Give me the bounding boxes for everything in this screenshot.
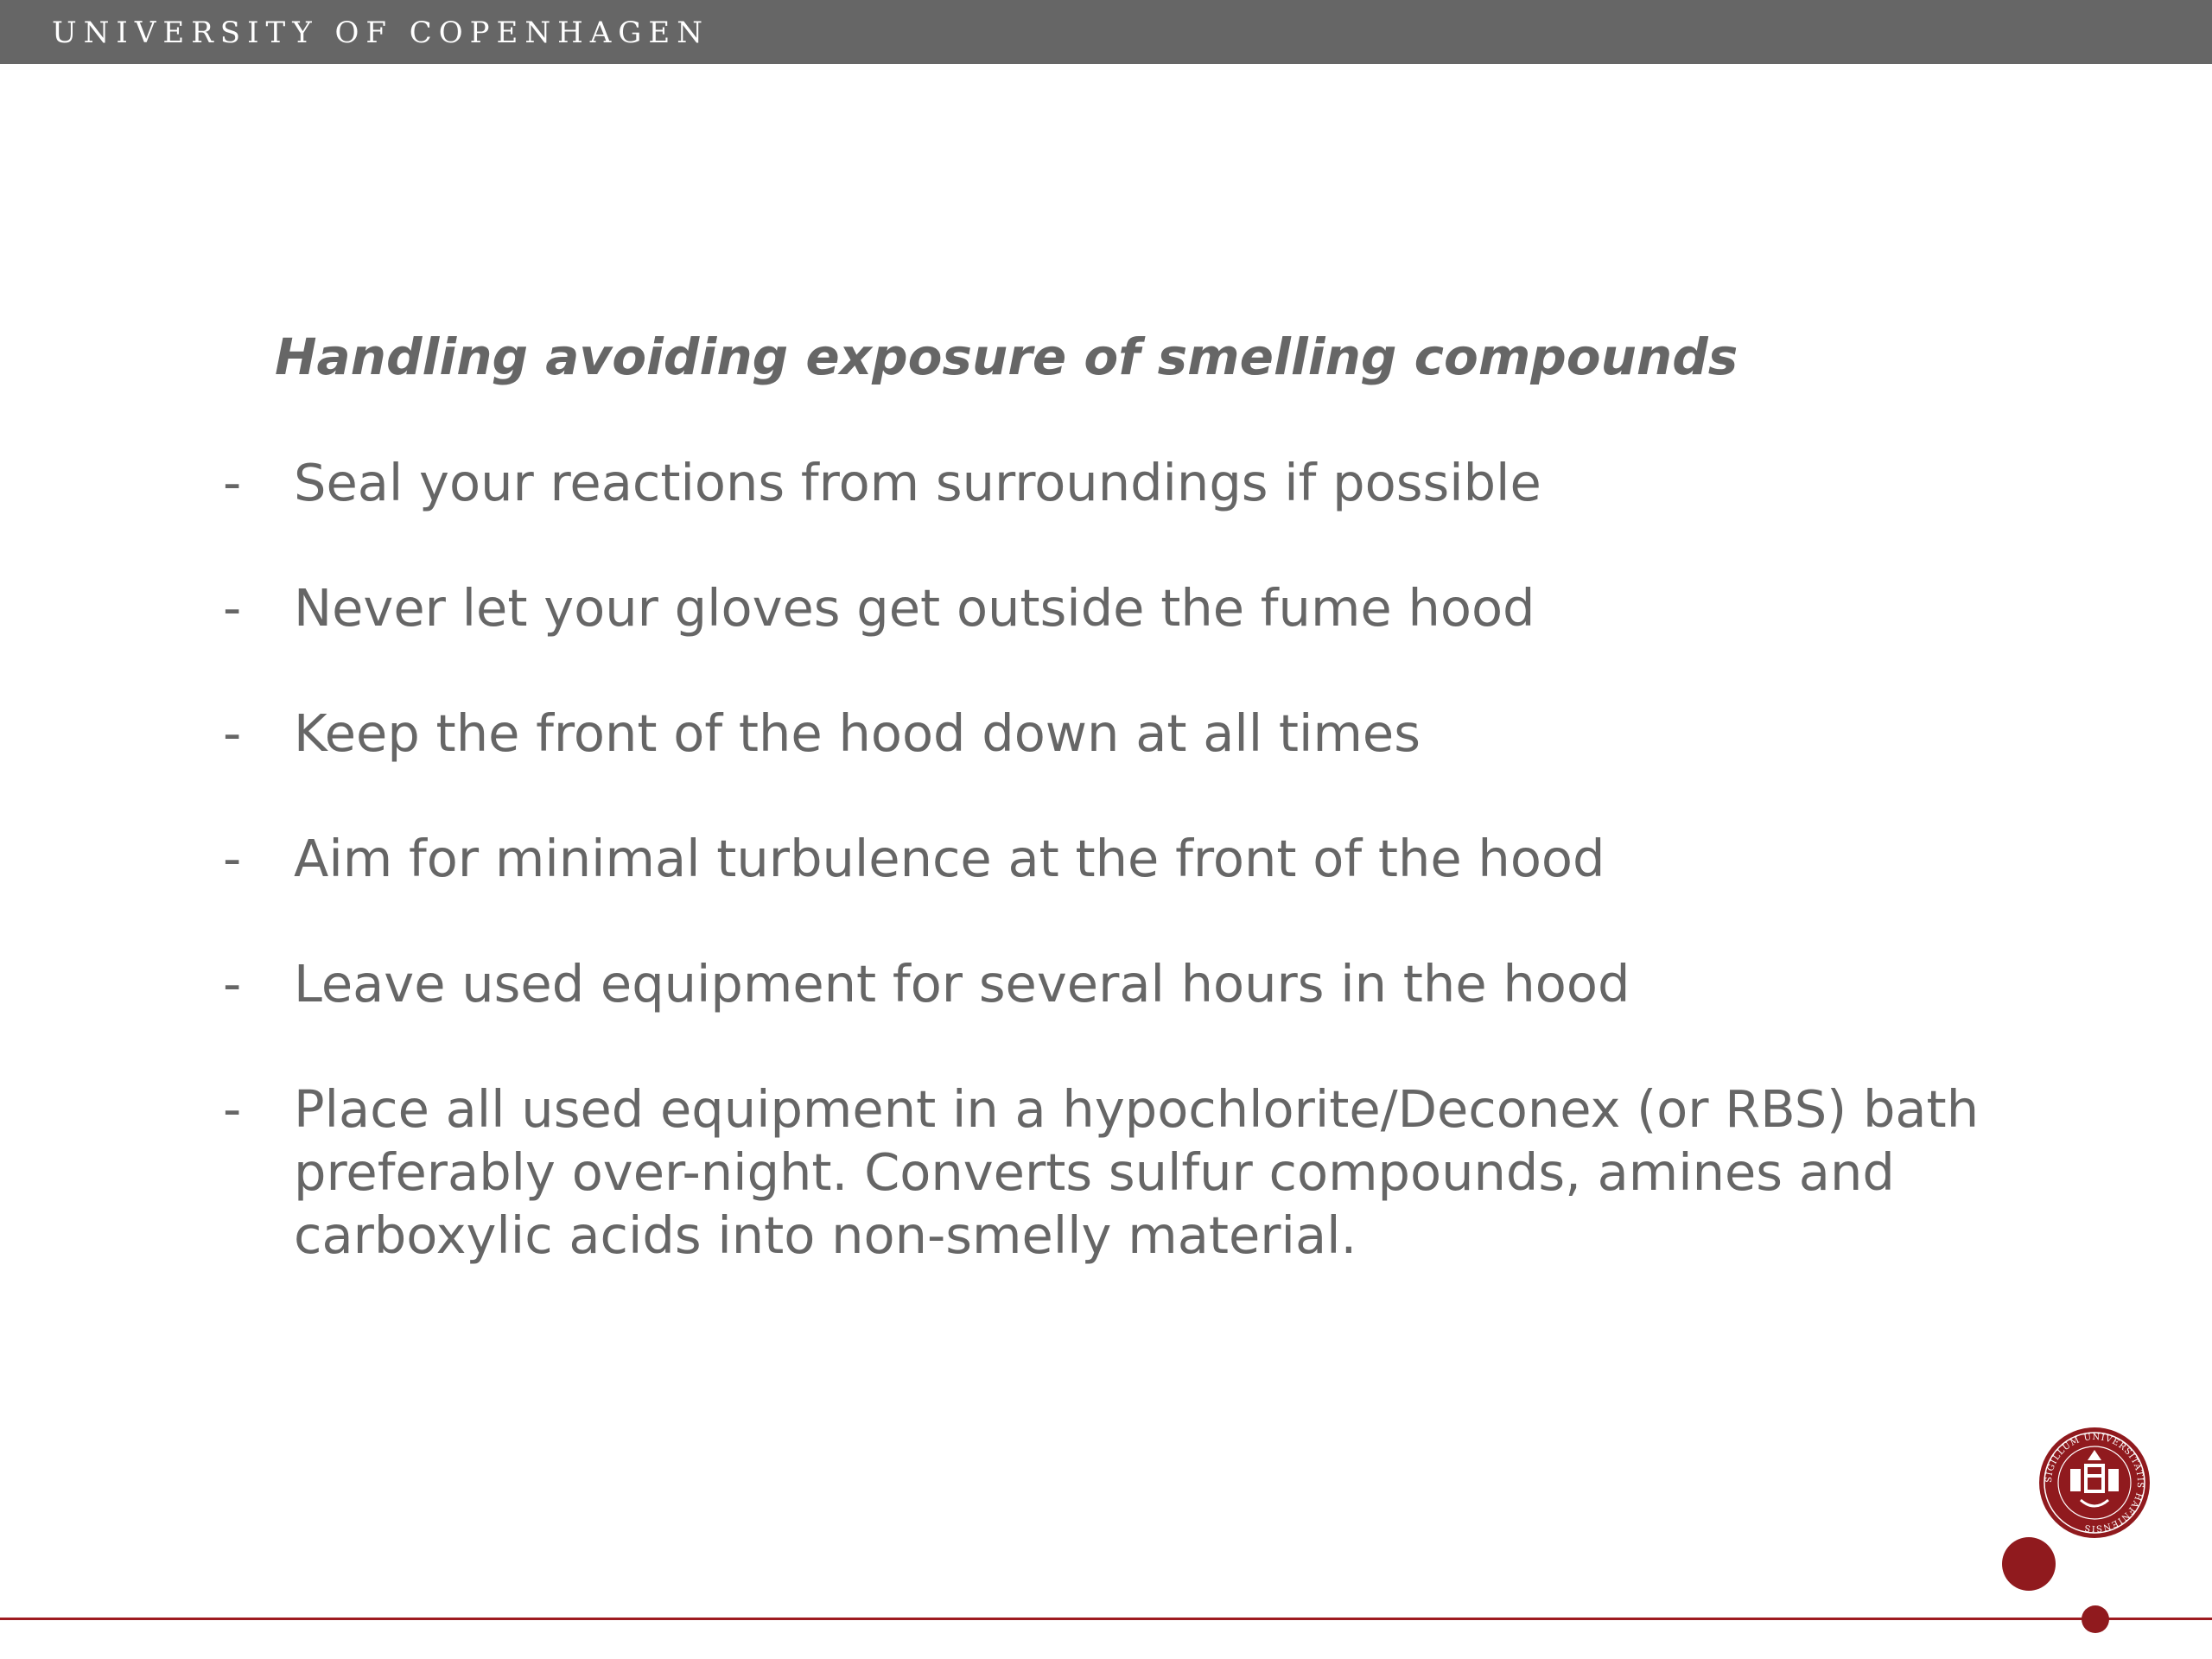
bullet-item bbox=[223, 827, 2063, 890]
bullet-text: Leave used equipment for several hours in the hood bbox=[294, 954, 1630, 1014]
bullet-text: Keep the front of the hood down at all times bbox=[294, 703, 1421, 763]
bullet-text: Place all used equipment in a hypochlorite/Deconex (or RBS) bath preferably over-night. Converts sulfur compounds, amines and carboxylic acids into non-smelly material. bbox=[294, 1079, 1980, 1265]
bullet-dash: - bbox=[223, 453, 242, 512]
bullet-item bbox=[223, 1077, 2063, 1267]
decorative-dot-small bbox=[2082, 1605, 2109, 1633]
bullet-text: Seal your reactions from surroundings if possible bbox=[294, 453, 1541, 512]
university-seal-icon bbox=[2037, 1426, 2152, 1540]
decorative-dot-large bbox=[2002, 1537, 2056, 1591]
bullet-item bbox=[223, 576, 2063, 639]
footer-line bbox=[0, 1618, 2212, 1620]
bullet-text: Aim for minimal turbulence at the front of the hood bbox=[294, 829, 1605, 888]
seal-text: SIGILLUM UNIVERSITATIS HAFNIENSIS bbox=[2044, 1432, 2145, 1534]
bullet-dash: - bbox=[223, 954, 242, 1014]
bullet-list bbox=[223, 451, 2063, 1329]
bullet-dash: - bbox=[223, 829, 242, 888]
header-bar bbox=[0, 0, 2212, 64]
institution-name: UNIVERSITY OF COPENHAGEN bbox=[52, 16, 710, 50]
bullet-text: Never let your gloves get outside the fume hood bbox=[294, 578, 1535, 638]
slide-title: Handling avoiding exposure of smelling compounds bbox=[275, 327, 1738, 386]
bullet-item bbox=[223, 952, 2063, 1015]
bullet-dash: - bbox=[223, 1079, 242, 1139]
bullet-dash: - bbox=[223, 578, 242, 638]
bullet-item bbox=[223, 702, 2063, 765]
bullet-item bbox=[223, 451, 2063, 514]
bullet-dash: - bbox=[223, 703, 242, 763]
